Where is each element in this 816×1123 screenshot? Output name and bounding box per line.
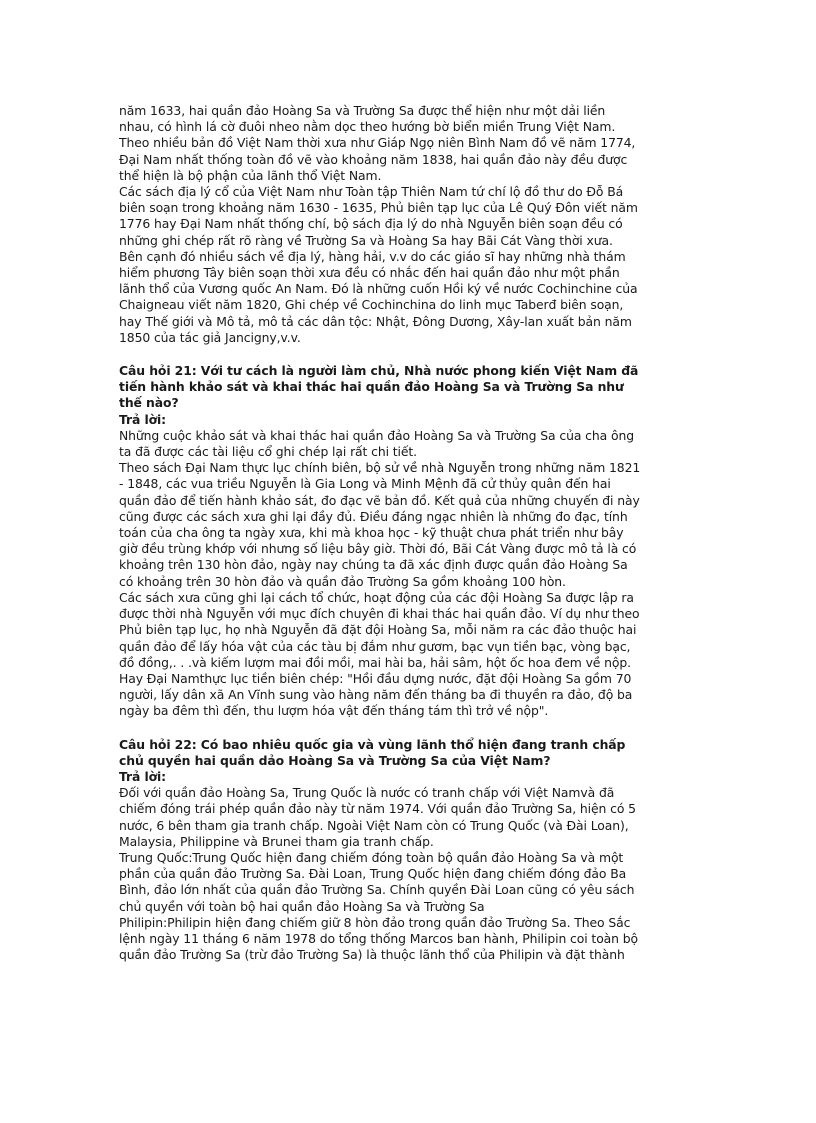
question-22-paragraph-3: Philipin:Philipin hiện đang chiếm giữ 8 hòn đảo trong quần đảo Trường Sa. Theo Sắc lệnh ngày 11 tháng 6 năm 1978 do tổng thống Marcos ban hành, Philipin coi toàn bộ quần đảo Trường Sa (trừ đảo Trường Sa) là thuộc lãnh thổ của Philipin và đặt thành [119, 914, 639, 963]
question-22-paragraph-2: Trung Quốc:Trung Quốc hiện đang chiếm đóng toàn bộ quần đảo Hoàng Sa và một phần của quần đảo Trường Sa. Đài Loan, Trung Quốc hiện đang chiếm đóng đảo Ba Bình, đảo lớn nhất của quần đảo Trường Sa. Chính quyền Đài Loan cũng có yêu sách chủ quyền với toàn bộ hai quần đảo Hoàng Sa và Trường Sa [119, 849, 635, 914]
document-page [119, 103, 719, 963]
question-22-paragraph-1: Đối với quần đảo Hoàng Sa, Trung Quốc là nước có tranh chấp với Việt Namvà đã chiếm đóng trái phép quần đảo này từ năm 1974. Với quần đảo Trường Sa, hiện có 5 nước, 6 bên tham gia tranh chấp. Ngoài Việt Nam còn có Trung Quốc (và Đài Loan), Malaysia, Philippine và Brunei tham gia tranh chấp. [119, 785, 636, 849]
question-21-heading: Câu hỏi 21: Với tư cách là người làm chủ, Nhà nước phong kiến Việt Nam đã tiến hành khảo sát và khai thác hai quần đảo Hoàng Sa và Trường Sa như thế nào? [119, 363, 639, 411]
section-gap [119, 720, 719, 737]
intro-paragraph-2: Các sách địa lý cổ của Việt Nam như Toàn tập Thiên Nam tứ chí lộ đồ thư do Đỗ Bá biên soạn trong khoảng năm 1630 - 1635, Phủ biên tạp lục của Lê Quý Đôn viết năm 1776 hay Đại Nam nhất thống chí, bộ sách địa lý do nhà Nguyễn biên soạn đều có những ghi chép rất rõ ràng về Trường Sa và Hoàng Sa hay Bãi Cát Vàng thời xưa. [119, 184, 638, 248]
question-21-answer-label: Trả lời: [119, 411, 167, 427]
section-gap [119, 346, 719, 363]
question-21-paragraph-3: Các sách xưa cũng ghi lại cách tổ chức, hoạt động của các đội Hoàng Sa được lập ra được thời nhà Nguyễn với mục đích chuyên đi khai thác hai quần đảo. Ví dụ như theo Phủ biên tạp lục, họ nhà Nguyễn đã đặt đội Hoàng Sa, mỗi năm ra các đảo thuộc hai quần đảo để lấy hóa vật của các tàu bị đắm như gươm, bạc vụn tiền bạc, vòng bạc, đồ đồng,. . .và kiếm lượm mai đồi mồi, mai hài ba, hải sâm, hột ốc hoa đem về nộp. Hay Đại Namthực lục tiền biên chép: "Hồi đầu dựng nước, đặt đội Hoàng Sa gồm 70 người, lấy dân xã An Vĩnh sung vào hàng năm đến tháng ba đi thuyền ra đảo, độ ba ngày ba đêm thì đến, thu lượm hóa vật đến tháng tám thì trở về nộp". [119, 589, 640, 719]
intro-paragraph-1: năm 1633, hai quần đảo Hoàng Sa và Trường Sa được thể hiện như một dải liền nhau, có hình lá cờ đuôi nheo nằm dọc theo hướng bờ biển miền Trung Việt Nam. Theo nhiều bản đồ Việt Nam thời xưa như Giáp Ngọ niên Bình Nam đồ vẽ năm 1774, Đại Nam nhất thống toàn đồ vẽ vào khoảng năm 1838, hai quần đảo này đều được thể hiện là bộ phận của lãnh thổ Việt Nam. [119, 103, 636, 183]
question-22-heading: Câu hỏi 22: Có bao nhiêu quốc gia và vùng lãnh thổ hiện đang tranh chấp chủ quyền hai quần dảo Hoàng Sa và Trường Sa của Việt Nam? [119, 736, 626, 768]
question-21-paragraph-2: Theo sách Đại Nam thực lục chính biên, bộ sử về nhà Nguyễn trong những năm 1821 - 1848, các vua triều Nguyễn là Gia Long và Minh Mệnh đã cử thủy quân đến hai quần đảo để tiến hành khảo sát, đo đạc vẽ bản đồ. Kết quả của những chuyến đi này cũng được các sách xưa ghi lại đầy đủ. Điều đáng ngạc nhiên là những đo đạc, tính toán của cha ông ta ngày xưa, khi mà khoa học - kỹ thuật chưa phát triển như bây giờ đều trùng khớp với nhưng số liệu bây giờ. Thời đó, Bãi Cát Vàng được mô tả là có khoảng trên 130 hòn đảo, ngày nay chúng ta đã xác định được quần đảo Hoàng Sa có khoảng trên 30 hòn đảo và quần đảo Trường Sa gồm khoảng 100 hòn. [119, 460, 641, 589]
question-22-answer-label: Trả lời: [119, 768, 167, 784]
intro-paragraph-3: Bên cạnh đó nhiều sách về địa lý, hàng hải, v.v do các giáo sĩ hay những nhà thám hiểm phương Tây biên soạn thời xưa đều có nhắc đến hai quần đảo như một phần lãnh thổ của Vương quốc An Nam. Đó là những cuốn Hồi ký về nước Cochinchine của Chaigneau viết năm 1820, Ghi chép về Cochinchina do linh mục Taberđ biên soạn, hay Thế giới và Mô tả, mô tả các dân tộc: Nhật, Đông Dương, Xây-lan xuất bản năm 1850 của tác giả Jancigny,v.v. [119, 248, 638, 345]
question-21-paragraph-1: Những cuộc khảo sát và khai thác hai quần đảo Hoàng Sa và Trường Sa của cha ông ta đã được các tài liệu cổ ghi chép lại rất chi tiết. [119, 427, 634, 460]
